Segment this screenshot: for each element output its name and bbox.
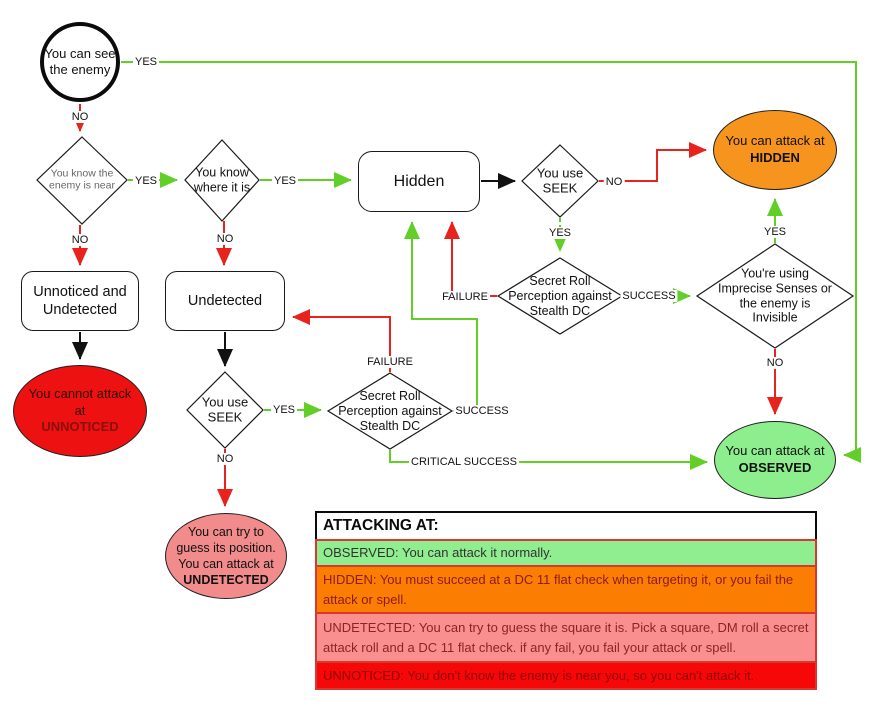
result-attack-observed-text: You can attack at — [725, 443, 825, 459]
legend-row-undetected: UNDETECTED: You can try to guess the square it is. Pick a square, DM roll a secret attack roll and a DC 11 flat check. if any fail, you fail your attack or spell. — [315, 612, 817, 663]
result-attack-observed-state: OBSERVED — [738, 460, 812, 475]
result-attack-hidden-state: HIDDEN — [750, 150, 800, 165]
edge-label-no: NO — [71, 111, 89, 123]
edge-label-yes: YES — [273, 175, 297, 187]
state-hidden-box — [358, 151, 480, 212]
edge-label-yes: YES — [763, 226, 787, 238]
legend-title: ATTACKING AT: — [315, 511, 817, 541]
edge-label-success: SUCCESS — [455, 405, 509, 417]
edge-label-critical-success: CRITICAL SUCCESS — [411, 456, 517, 468]
edge-secret-bottom-success — [412, 222, 477, 411]
legend-row-observed: OBSERVED: You can attack it normally. — [315, 539, 817, 567]
start-see-enemy-label: You can see the enemy — [44, 45, 116, 77]
result-cannot-attack-unnoticed — [13, 365, 147, 457]
edge-label-no: NO — [605, 176, 623, 188]
decision-secret-roll-bottom: Secret Roll Perception against Stealth DC — [338, 388, 442, 433]
result-guess-undetected-text: You can try to guess its position. You can attack at — [176, 524, 276, 571]
decision-imprecise-senses: You're using Imprecise Senses or the enemy is Invisible — [718, 266, 832, 325]
result-cannot-attack-text: You cannot attack at — [28, 385, 132, 418]
edge-label-no: NO — [766, 357, 784, 369]
edge-label-failure: FAILURE — [442, 291, 488, 303]
edge-secret-top-failure — [452, 222, 497, 296]
result-attack-hidden — [713, 110, 837, 190]
result-attack-observed — [714, 421, 836, 499]
result-guess-undetected — [165, 513, 287, 599]
edge-label-yes: YES — [134, 175, 158, 187]
decision-enemy-near: You know the enemy is near — [49, 167, 115, 192]
edge-label-failure: FAILURE — [367, 356, 413, 368]
decision-know-where: You know where it is — [193, 165, 251, 194]
state-unnoticed-undetected-box — [21, 271, 139, 331]
decision-secret-roll-top: Secret Roll Perception against Stealth DC — [508, 273, 612, 318]
decision-use-seek-bottom: You use SEEK — [201, 394, 249, 425]
start-see-enemy — [40, 22, 120, 102]
state-unnoticed-undetected-label: Unnoticed and Undetected — [33, 283, 127, 318]
state-undetected-box — [165, 271, 285, 331]
result-cannot-attack-state: UNNOTICED — [41, 419, 119, 435]
result-guess-undetected-state: UNDETECTED — [183, 573, 269, 588]
edge-label-no: NO — [216, 453, 234, 465]
legend-table — [315, 511, 817, 690]
decision-use-seek-top: You use SEEK — [536, 165, 584, 196]
edge-label-yes: YES — [272, 404, 296, 416]
legend-row-unnoticed: UNNOTICED: You don't know the enemy is near you, so you can't attack it. — [315, 661, 817, 690]
state-hidden-label: Hidden — [393, 172, 445, 190]
state-undetected-label: Undetected — [187, 292, 263, 309]
edge-label-success: SUCCESS — [622, 290, 676, 302]
edge-label-yes: YES — [548, 227, 572, 239]
edge-label-yes: YES — [134, 56, 158, 68]
result-attack-hidden-text: You can attack at — [725, 133, 825, 149]
edge-label-no: NO — [71, 234, 89, 246]
edge-label-no: NO — [216, 233, 234, 245]
legend-row-hidden: HIDDEN: You must succeed at a DC 11 flat check when targeting it, or you fail the attack or spell. — [315, 565, 817, 614]
